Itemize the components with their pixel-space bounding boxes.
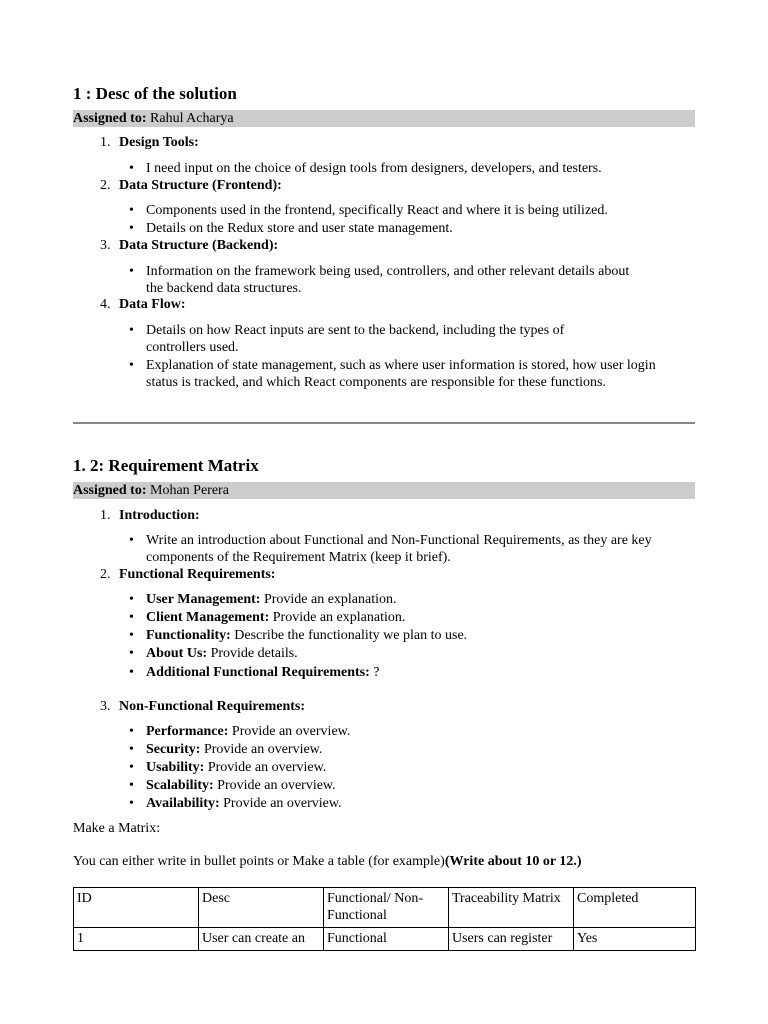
table-cell: Yes xyxy=(574,928,696,951)
bullet-item: • User Management: Provide an explanation. xyxy=(129,592,397,607)
list-item-data-flow: 4. Data Flow: xyxy=(100,297,186,312)
assigned-label: Assigned to: xyxy=(73,111,147,126)
make-matrix-text: Make a Matrix: xyxy=(73,821,161,836)
table-header-cell: Completed xyxy=(574,888,696,928)
bullet-item: • Information on the framework being used, controllers, and other relevant details about the backend data structures. xyxy=(129,264,630,296)
table-header-cell: Traceability Matrix xyxy=(449,888,574,928)
table-cell: Users can register xyxy=(449,928,574,951)
bullet-item: • About Us: Provide details. xyxy=(129,646,298,661)
bullet-item: • Details on how React inputs are sent to the backend, including the types of controllers used. xyxy=(129,323,565,355)
table-header-row xyxy=(74,888,696,928)
bullet-item: • Security: Provide an overview. xyxy=(129,742,323,757)
bullet-item: • Functionality: Describe the functionality we plan to use. xyxy=(129,628,468,643)
list-item-design-tools: 1. Design Tools: xyxy=(100,135,199,150)
list-item-data-structure-backend: 3. Data Structure (Backend): xyxy=(100,238,279,253)
list-item-non-functional-requirements: 3. Non-Functional Requirements: xyxy=(100,699,306,714)
bullet-item: • Details on the Redux store and user state management. xyxy=(129,221,453,236)
bullet-item: • I need input on the choice of design tools from designers, developers, and testers. xyxy=(129,161,602,176)
bullet-item: • Explanation of state management, such as where user information is stored, how user login status is tracked, and which React components are responsible for these functions. xyxy=(129,358,656,390)
list-item-introduction: 1. Introduction: xyxy=(100,508,200,523)
bullet-item: • Components used in the frontend, specifically React and where it is being utilized. xyxy=(129,203,608,218)
assigned-name: Mohan Perera xyxy=(150,483,229,498)
list-item-data-structure-frontend: 2. Data Structure (Frontend): xyxy=(100,178,282,193)
bullet-item: • Client Management: Provide an explanation. xyxy=(129,610,406,625)
section-divider xyxy=(73,422,695,424)
bullet-item: • Performance: Provide an overview. xyxy=(129,724,351,739)
table-header-cell: Functional/ Non-Functional xyxy=(324,888,449,928)
list-item-functional-requirements: 2. Functional Requirements: xyxy=(100,567,276,582)
assigned-label: Assigned to: xyxy=(73,483,147,498)
table-cell: User can create an xyxy=(199,928,324,951)
table-cell: 1 xyxy=(74,928,199,951)
section2-title: 1. 2: Requirement Matrix xyxy=(73,456,259,475)
requirement-matrix-table xyxy=(73,887,696,951)
bullet-item: • Scalability: Provide an overview. xyxy=(129,778,336,793)
bullet-item: • Availability: Provide an overview. xyxy=(129,796,342,811)
section2-assigned-bar xyxy=(73,482,695,499)
instruction-text: You can either write in bullet points or Make a table (for example)(Write about 10 or 12.) xyxy=(73,854,582,869)
bullet-item: • Additional Functional Requirements: ? xyxy=(129,665,380,680)
assigned-name: Rahul Acharya xyxy=(150,111,234,126)
section1-assigned-bar xyxy=(73,110,695,127)
table-header-cell: Desc xyxy=(199,888,324,928)
table-header-cell: ID xyxy=(74,888,199,928)
bullet-item: • Write an introduction about Functional and Non-Functional Requirements, as they are key components of the Requirement Matrix (keep it brief). xyxy=(129,533,652,565)
table-cell: Functional xyxy=(324,928,449,951)
bullet-item: • Usability: Provide an overview. xyxy=(129,760,327,775)
section1-title: 1 : Desc of the solution xyxy=(73,84,237,103)
table-row xyxy=(74,928,696,951)
